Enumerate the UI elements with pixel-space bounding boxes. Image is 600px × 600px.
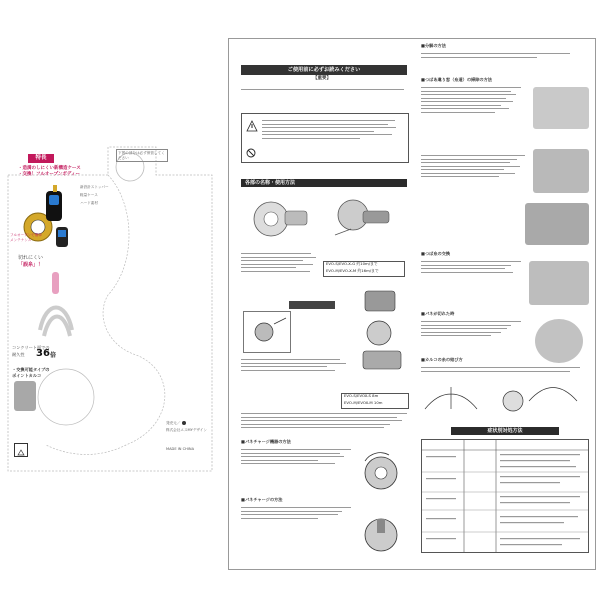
recycle-icon [14,443,28,457]
bottom-note-2: ■パネチャージの方法 [241,497,283,502]
instruction-sheet [228,38,596,570]
right-text-3 [421,153,525,180]
durability-text-3: コンクリート面での [12,345,50,350]
right-text-2 [421,85,521,115]
callout-case: 軽量ケース [80,193,98,197]
model-table-1 [323,261,405,277]
bottom-diagram-2 [359,513,403,557]
prohibit-icon [246,148,256,158]
right-photo-5 [535,319,583,363]
callout-stopper: 新設計ストッパー [80,185,109,189]
right-section-1: ■分解の方法 [421,43,446,48]
durability-unit: 倍 [50,352,57,359]
red-callout [289,301,335,309]
right-photo-1 [533,87,589,129]
usage-text [241,251,319,274]
replaceable-text-2: ポイントカルコ [12,373,42,378]
caution-box [241,113,409,163]
durability-number: 36 [36,348,50,359]
right-photo-4 [529,261,589,305]
replaceable-text: ・交換可能タイプの [12,367,50,372]
caution-icon [246,120,258,132]
bottom-diagram-1 [359,451,403,495]
callout-hard: ハード素材 [80,201,98,205]
feature-badge: 特長 [28,154,54,163]
feature-line-2: ・交換！フルオープンボディー [18,172,81,177]
parts-section-header: 各部の名称・使用方法 [241,179,407,187]
right-text-6 [421,365,587,374]
bottom-text-1 [241,447,351,467]
model-table-2 [341,393,409,409]
bottom-text-2 [241,505,351,521]
sheet-important: 【重要】 [313,76,331,81]
instruction-paragraph [241,411,407,431]
seller-name: 株式会社エスMYデザイン [166,428,207,432]
model-row-2: EVO-M/EVO-X-M 約16m/まで [326,268,379,273]
parts-diagram-2 [323,191,399,241]
small-text-group [241,357,351,373]
cord-image [36,270,76,340]
right-photo-2 [533,149,589,193]
diagram-pull-out [243,311,291,353]
diagram-reel-closeup [359,289,405,375]
right-text-1 [421,51,587,60]
trouble-table [421,439,589,553]
bottom-note-1: ■パネチャージ機器の方法 [241,439,291,444]
feature-line-1: ・造満のしにくい新構造ケース [18,166,81,171]
sheet-title-bar: ご使用前に必ずお読みください [241,65,407,75]
seller-label: 発売元／ [166,421,181,425]
parts-diagram-1 [241,191,317,241]
replace-photo [14,381,36,411]
durability-text-1: 切れにくい [18,255,44,261]
right-section-4: ■パネが切れた時 [421,311,455,316]
warning-text-block [241,87,407,93]
made-in: MADE IN CHINA [166,447,195,451]
model-row-1: EVO-S/EVO-X-G 約10m/まで [326,261,378,266]
durability-text-4: 耐久性 [12,352,25,357]
warning-note: 下図の部分は必ず保管してください [116,149,168,162]
right-text-5 [421,319,521,339]
right-section-2: ■つばあ違り窓（糸道）の掃除の方法 [421,77,492,82]
trouble-section-header: 症状別対処方法 [451,427,559,435]
right-section-3: ■つば糸の交換 [421,251,451,256]
gear-spot [182,421,186,425]
right-text-4 [421,259,521,275]
right-diagram-knot [421,379,587,421]
model2-row-2: EVO-M/EVOX-M 10m [344,400,383,405]
right-section-5: ■カルコの糸の結び方 [421,357,463,362]
product-card [6,145,216,475]
callout-open: フルオープンで簡単メンテナンス [10,233,42,242]
right-photo-3 [525,203,589,245]
mini-product-image [50,225,74,249]
model2-row-1: EVO-S/EVOX-S 8m [344,393,379,398]
durability-text-2: 「誤糸」！ [18,262,44,268]
